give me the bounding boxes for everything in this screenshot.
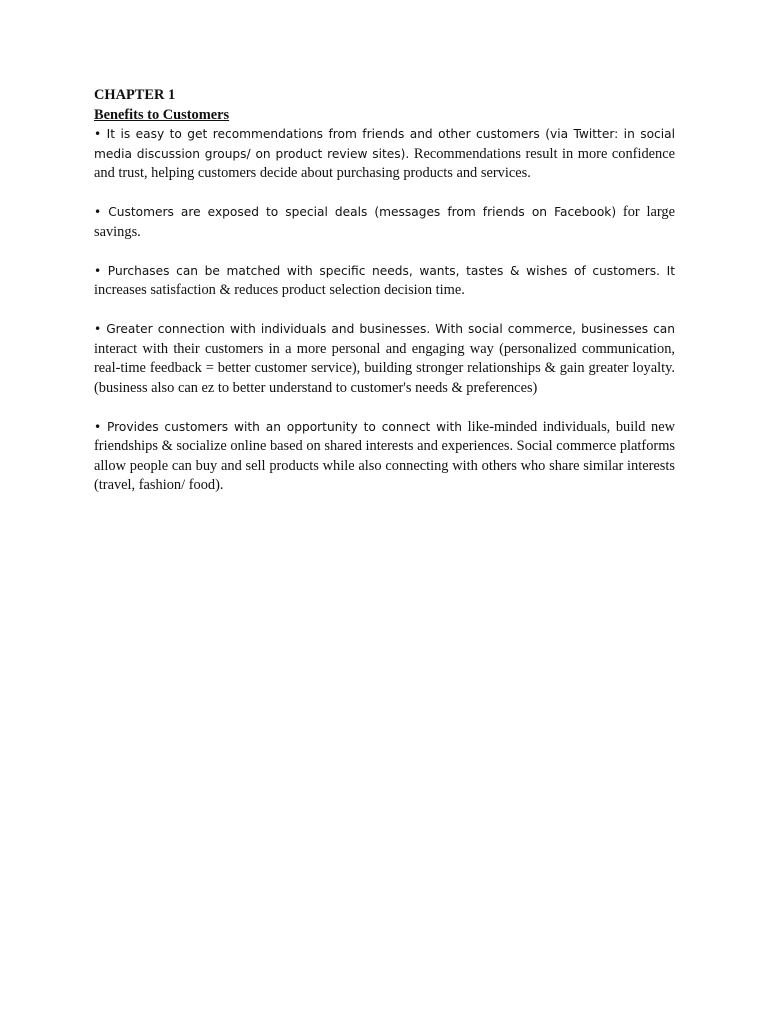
paragraph-lead: • Provides customers with an opportunity to connect with [94, 419, 463, 434]
paragraph-rest: interact with their customers in a more personal and engaging way (personalized communication, real-time feedback = better customer service), building stronger relationships & gain greater loyalty. (business also can ez to better understand to customer's needs & preferences) [94, 340, 675, 396]
paragraph-lead: • It is easy to get recommendations from friends and other customers (via Twitter: in social media discussion groups/ on product review sites). [94, 127, 675, 161]
paragraph-greater-connection [94, 320, 675, 398]
paragraph-recommendations [94, 125, 675, 184]
paragraph-lead: • Purchases can be matched with specific needs, wants, tastes & wishes of customers. It [94, 263, 675, 278]
section-heading: Benefits to Customers [94, 106, 230, 123]
paragraph-lead: • Greater connection with individuals and businesses. With social commerce, businesses can [94, 322, 675, 336]
paragraph-rest: Recommendations result in more confidence and trust, helping customers decide about purchasing products and services. [94, 145, 676, 181]
paragraph-like-minded [94, 418, 675, 496]
paragraph-rest: like-minded individuals, build new friendships & socialize online based on shared interests and experiences. Social commerce platforms allow people can buy and sell products while also connecting with others who share similar interests (travel, fashion/ food). [94, 418, 675, 493]
chapter-title: CHAPTER 1 [94, 87, 176, 103]
paragraph-special-deals [94, 203, 675, 242]
paragraph-lead: • Customers are exposed to special deals (messages from friends on Facebook) [94, 205, 617, 219]
paragraph-specific-needs [94, 262, 675, 301]
document-body [94, 86, 675, 515]
paragraph-rest: for large savings. [94, 204, 675, 240]
paragraph-rest: increases satisfaction & reduces product selection decision time. [94, 282, 465, 298]
